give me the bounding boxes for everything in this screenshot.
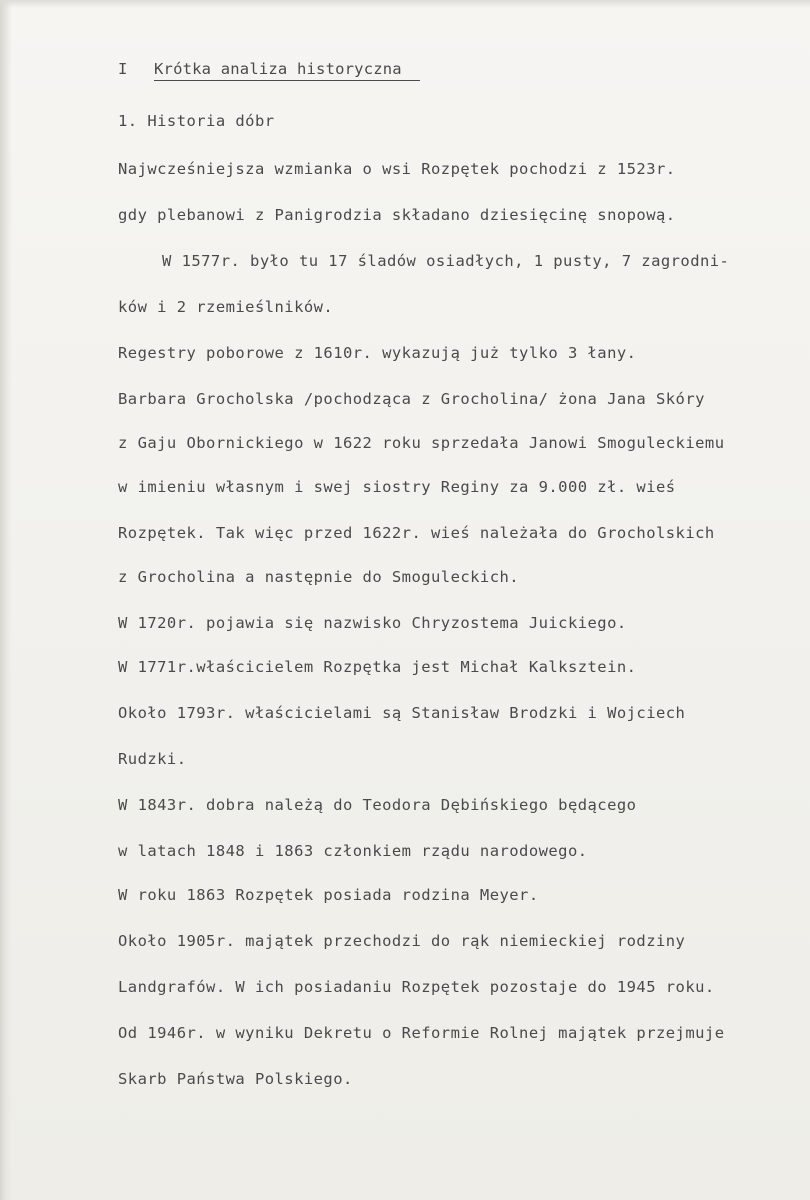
text-line: Skarb Państwa Polskiego. bbox=[118, 1070, 353, 1088]
text-line: Regestry poborowe z 1610r. wykazują już tylko 3 łany. bbox=[118, 344, 637, 362]
text-line: W 1720r. pojawia się nazwisko Chryzostema Juickiego. bbox=[118, 614, 627, 632]
page-left-edge-shadow bbox=[0, 0, 12, 1200]
text-line: z Gaju Obornickiego w 1622 roku sprzedała Janowi Smoguleckiemu bbox=[118, 434, 725, 452]
text-line: ków i 2 rzemieślników. bbox=[118, 298, 334, 316]
page-top-edge-shadow bbox=[0, 0, 810, 8]
subsection-heading: 1. Historia dóbr bbox=[118, 112, 275, 130]
text-line: Od 1946r. w wyniku Dekretu o Reformie Rolnej majątek przejmuje bbox=[118, 1024, 725, 1042]
text-line: Najwcześniejsza wzmianka o wsi Rozpętek pochodzi z 1523r. bbox=[118, 160, 676, 178]
text-line: w latach 1848 i 1863 członkiem rządu narodowego. bbox=[118, 842, 588, 860]
text-line: Rozpętek. Tak więc przed 1622r. wieś należała do Grocholskich bbox=[118, 524, 715, 542]
section-heading bbox=[118, 58, 420, 81]
text-line: W 1843r. dobra należą do Teodora Dębińskiego będącego bbox=[118, 796, 637, 814]
text-line: W 1771r.właścicielem Rozpętka jest Michał Kalksztein. bbox=[118, 658, 637, 676]
text-line: Barbara Grocholska /pochodząca z Grocholina/ żona Jana Skóry bbox=[118, 390, 705, 408]
text-line: Rudzki. bbox=[118, 750, 187, 768]
section-title: Krótka analiza historyczna bbox=[154, 58, 420, 81]
text-line: W 1577r. było tu 17 śladów osiadłych, 1 pusty, 7 zagrodni- bbox=[162, 252, 730, 270]
text-line: Około 1793r. właścicielami są Stanisław Brodzki i Wojciech bbox=[118, 704, 686, 722]
text-line: z Grocholina a następnie do Smoguleckich. bbox=[118, 568, 520, 586]
text-line: gdy plebanowi z Panigrodzia składano dziesięcinę snopową. bbox=[118, 206, 676, 224]
section-number: I bbox=[118, 60, 128, 78]
text-line: Około 1905r. majątek przechodzi do rąk niemieckiej rodziny bbox=[118, 932, 686, 950]
text-line: Landgrafów. W ich posiadaniu Rozpętek pozostaje do 1945 roku. bbox=[118, 978, 715, 996]
text-line: w imieniu własnym i swej siostry Reginy za 9.000 zł. wieś bbox=[118, 478, 676, 496]
text-line: W roku 1863 Rozpętek posiada rodzina Meyer. bbox=[118, 886, 539, 904]
